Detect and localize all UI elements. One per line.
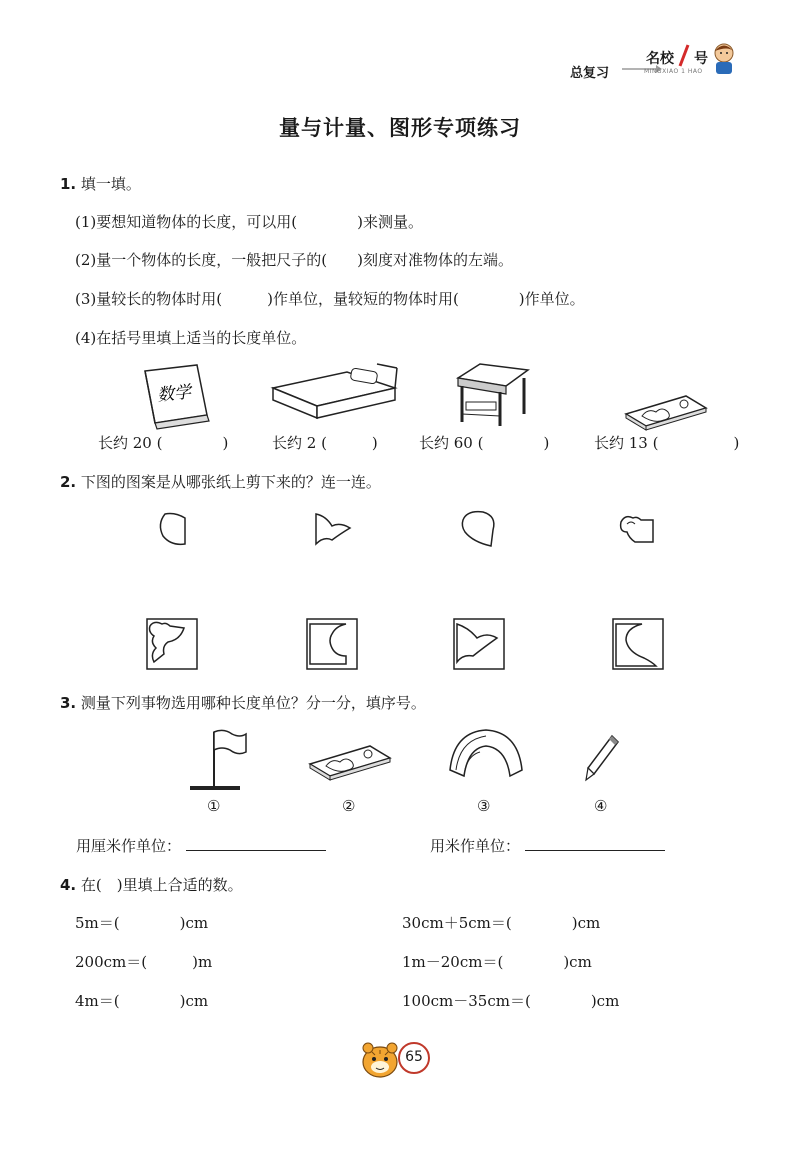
q4-left-3: 4m＝( )cm xyxy=(75,992,209,1010)
q1-caption-3: 长约 60 ( ) xyxy=(419,434,550,452)
q4-heading xyxy=(60,874,243,895)
bed-icon xyxy=(265,366,405,426)
cutout-shape-2[interactable] xyxy=(310,510,354,550)
q4-number: 4. xyxy=(60,876,77,894)
pencil-icon xyxy=(582,734,622,784)
q3-m-answer-line[interactable] xyxy=(525,836,665,851)
page-title: 量与计量、图形专项练习 xyxy=(279,116,521,140)
q1-caption-4: 长约 13 ( ) xyxy=(594,434,740,452)
q3-label-4: ④ xyxy=(594,797,608,815)
q1-caption-2: 长约 2 ( ) xyxy=(272,434,378,452)
q3-prompt: 测量下列事物选用哪种长度单位？分一分，填序号。 xyxy=(80,694,426,712)
q3-heading xyxy=(60,692,426,713)
cutout-shape-1[interactable] xyxy=(155,510,195,550)
arch-bridge-icon xyxy=(446,726,526,782)
book-title-text: 数学 xyxy=(156,382,193,406)
q3-m-label: 用米作单位： xyxy=(430,837,521,855)
cutout-shape-3[interactable] xyxy=(457,508,501,552)
q1-prompt: 填一填。 xyxy=(80,175,141,193)
pencil-case-icon xyxy=(622,392,712,432)
q4-right-1: 30cm＋5cm＝( )cm xyxy=(402,914,601,932)
paper-square-3[interactable] xyxy=(453,618,505,670)
q3-label-1: ① xyxy=(207,797,221,815)
q3-label-2: ② xyxy=(342,797,356,815)
header-brand-right: 号 xyxy=(694,51,708,67)
q1-item-2: (2)量一个物体的长度，一般把尺子的( )刻度对准物体的左端。 xyxy=(75,251,513,269)
header xyxy=(560,38,760,81)
flag-icon xyxy=(188,728,248,796)
q4-right-2: 1m－20cm＝( )cm xyxy=(402,953,592,971)
q2-prompt: 下图的图案是从哪张纸上剪下来的？连一连。 xyxy=(80,473,381,491)
q2-number: 2. xyxy=(60,473,77,491)
q4-right-3: 100cm－35cm＝( )cm xyxy=(402,992,620,1010)
q1-item-1: (1)要想知道物体的长度，可以用( )来测量。 xyxy=(75,213,423,231)
cutout-shape-4[interactable] xyxy=(615,512,659,552)
header-section: 总复习 xyxy=(570,66,610,81)
q3-cm-label: 用厘米作单位： xyxy=(76,837,182,855)
q3-m-row xyxy=(430,835,665,856)
q4-left-2: 200cm＝( )m xyxy=(75,953,213,971)
mascot-child-icon xyxy=(710,42,740,76)
paper-square-4[interactable] xyxy=(612,618,664,670)
pencil-case-icon-2 xyxy=(306,742,396,782)
q4-left-1: 5m＝( )cm xyxy=(75,914,209,932)
page-number: 65 xyxy=(405,1049,423,1065)
q3-number: 3. xyxy=(60,694,77,712)
q1-heading xyxy=(60,173,141,194)
q3-cm-answer-line[interactable] xyxy=(186,836,326,851)
paper-square-2[interactable] xyxy=(306,618,358,670)
header-brand-left: 名校 xyxy=(646,51,674,67)
school-desk-icon xyxy=(452,358,532,428)
paper-square-1[interactable] xyxy=(146,618,198,670)
q1-caption-1: 长约 20 ( ) xyxy=(98,434,229,452)
q3-cm-row xyxy=(76,835,326,856)
q3-label-3: ③ xyxy=(477,797,491,815)
math-book-icon xyxy=(135,363,215,433)
q2-heading xyxy=(60,471,381,492)
q4-prompt: 在( )里填上合适的数。 xyxy=(80,876,243,894)
header-brand-pinyin: MINGXIAO 1 HAO xyxy=(644,68,703,75)
brand-slash-icon xyxy=(678,44,690,68)
q1-item-3: (3)量较长的物体时用( )作单位，量较短的物体时用( )作单位。 xyxy=(75,290,585,308)
q1-item-4: (4)在括号里填上适当的长度单位。 xyxy=(75,329,307,347)
q1-number: 1. xyxy=(60,175,77,193)
